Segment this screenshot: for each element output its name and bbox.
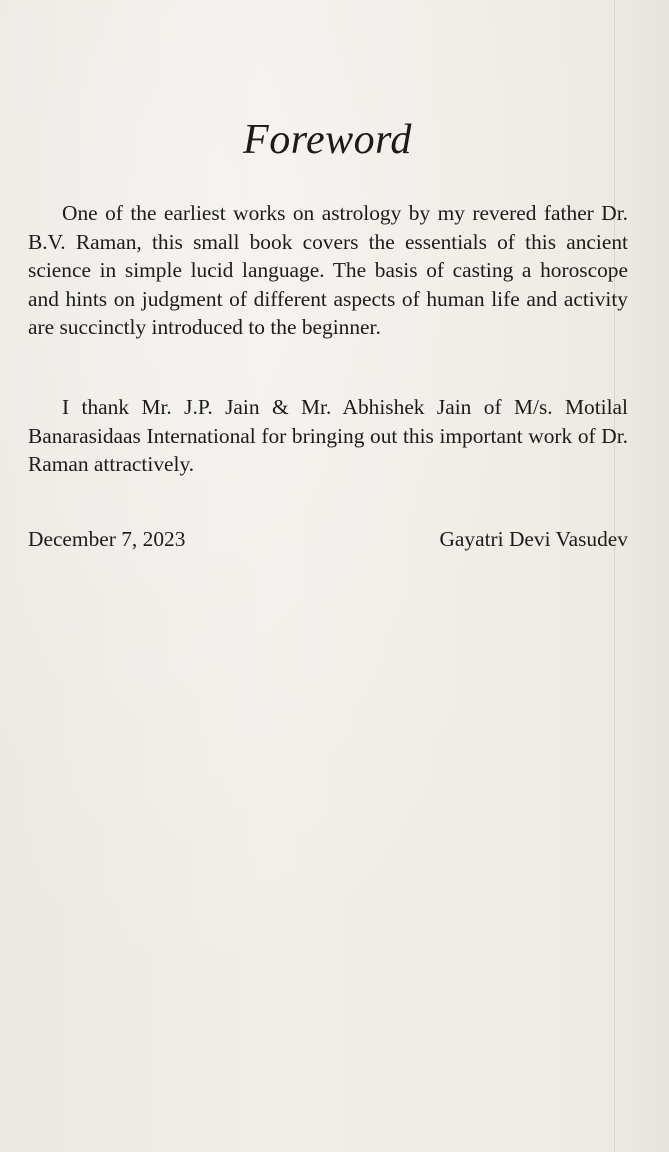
- page-title: Foreword: [243, 117, 412, 163]
- signoff-author: Gayatri Devi Vasudev: [439, 527, 628, 551]
- foreword-paragraph-1: One of the earliest works on astrology by my revered father Dr. B.V. Raman, this small book covers the essentials of this ancient science in simple lucid language. The basis of casting a horoscope and hints on judgment of different aspects of human life and activity are succinctly introduced to the beginner.: [28, 201, 628, 340]
- page-edge-shadow: [614, 0, 615, 1152]
- signoff-date: December 7, 2023: [28, 527, 186, 551]
- foreword-paragraph-2: I thank Mr. J.P. Jain & Mr. Abhishek Jain of M/s. Motilal Banarasidaas International for bringing out this important work of Dr. Raman attractively.: [28, 395, 628, 477]
- signoff-line: [28, 525, 628, 553]
